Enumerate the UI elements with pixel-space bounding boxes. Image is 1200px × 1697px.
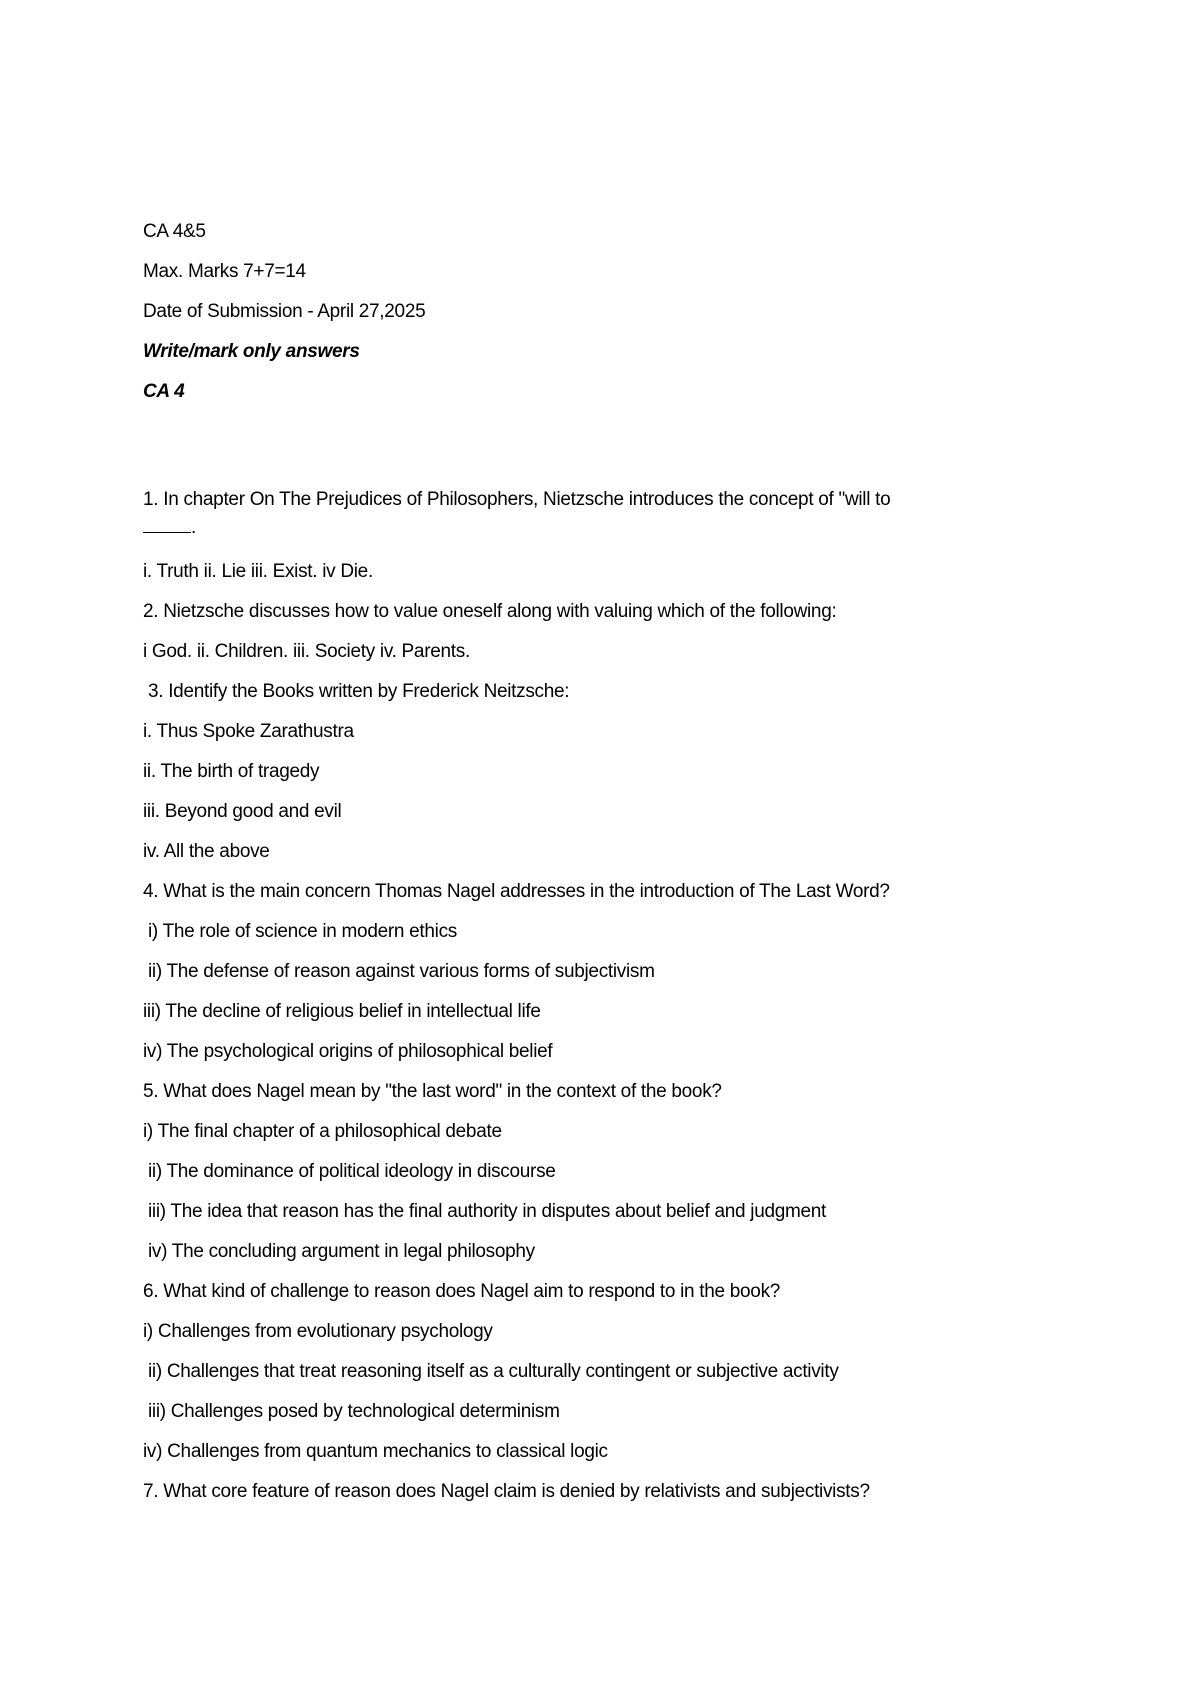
question-4-option-3: iii) The decline of religious belief in intellectual life — [143, 1001, 541, 1022]
question-3-option-4: iv. All the above — [143, 841, 270, 862]
question-6-text: 6. What kind of challenge to reason does Nagel aim to respond to in the book? — [143, 1281, 781, 1302]
question-4-option-1: i) The role of science in modern ethics — [143, 921, 457, 942]
question-4-option-2: ii) The defense of reason against various forms of subjectivism — [143, 961, 655, 982]
question-6-option-3: iii) Challenges posed by technological determinism — [143, 1401, 560, 1422]
question-2-text: 2. Nietzsche discusses how to value oneself along with valuing which of the following: — [143, 601, 837, 622]
max-marks: Max. Marks 7+7=14 — [143, 261, 306, 282]
question-3-option-3: iii. Beyond good and evil — [143, 801, 342, 822]
question-6-option-2: ii) Challenges that treat reasoning itself as a culturally contingent or subjective activity — [143, 1361, 839, 1382]
question-6-option-4: iv) Challenges from quantum mechanics to classical logic — [143, 1441, 608, 1462]
question-6-option-1: i) Challenges from evolutionary psychology — [143, 1321, 493, 1342]
question-3-option-1: i. Thus Spoke Zarathustra — [143, 721, 354, 742]
assignment-code: CA 4&5 — [143, 221, 206, 242]
assignment-header — [143, 212, 1043, 412]
question-5-option-4: iv) The concluding argument in legal philosophy — [143, 1241, 535, 1262]
question-1-text — [143, 486, 1043, 542]
submission-date: Date of Submission - April 27,2025 — [143, 301, 426, 322]
question-5-text: 5. What does Nagel mean by "the last word" in the context of the book? — [143, 1081, 722, 1102]
question-2-options: i God. ii. Children. iii. Society iv. Parents. — [143, 641, 470, 662]
question-5-option-3: iii) The idea that reason has the final authority in disputes about belief and judgment — [143, 1201, 827, 1222]
question-3-option-2: ii. The birth of tragedy — [143, 761, 320, 782]
question-1 — [143, 486, 1063, 542]
answer-blank — [143, 522, 191, 533]
question-1-text-main: 1. In chapter On The Prejudices of Philosophers, Nietzsche introduces the concept of "will to — [143, 489, 891, 510]
question-1-text-end: . — [191, 517, 196, 538]
question-5-option-1: i) The final chapter of a philosophical debate — [143, 1121, 502, 1142]
question-1-options: i. Truth ii. Lie iii. Exist. iv Die. — [143, 561, 373, 582]
question-list — [143, 486, 1063, 1512]
question-4-text: 4. What is the main concern Thomas Nagel addresses in the introduction of The Last Word? — [143, 881, 890, 902]
section-title: CA 4 — [143, 381, 185, 402]
question-3-text: 3. Identify the Books written by Frederick Neitzsche: — [143, 681, 570, 702]
instruction-text: Write/mark only answers — [143, 341, 360, 362]
question-4-option-4: iv) The psychological origins of philosophical belief — [143, 1041, 553, 1062]
question-7-text: 7. What core feature of reason does Nagel claim is denied by relativists and subjectivists? — [143, 1481, 870, 1502]
question-5-option-2: ii) The dominance of political ideology in discourse — [143, 1161, 556, 1182]
